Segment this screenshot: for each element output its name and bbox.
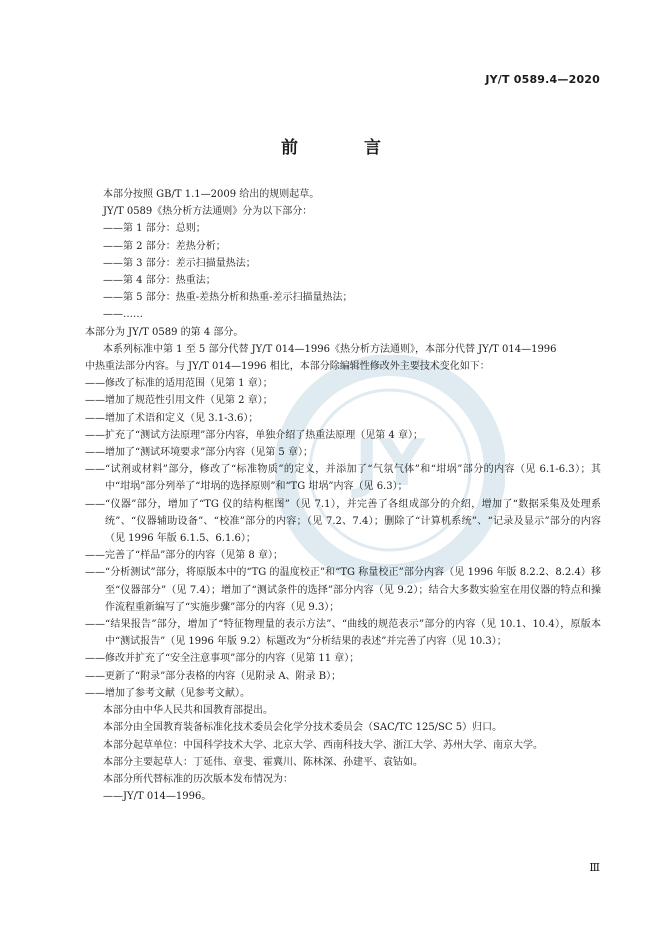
paragraph: JY/T 0589《热分析方法通则》分为以下部分：	[103, 206, 313, 218]
list-item: ——……	[103, 309, 143, 321]
change-item-text: “分析测试”部分，将原版本中的“TG 的温度校正”和“TG 称量校正”部分内容（见 1996 年版 8.2.2、8.2.4）移至“仪器部分”（见 7.4）；增加了“测试条件的选择”部分内容（见 9.2）；结合大多数实验室在用仪器的特点和操作流程重新编写了“实施步骤”部分的内容（见 9.3）；	[105, 567, 601, 613]
paragraph: 本部分起草单位：中国科学技术大学、北京大学、西南科技大学、浙江大学、苏州大学、南京大学。	[103, 739, 543, 751]
list-item: ——第 3 部分：差示扫描量热法；	[103, 257, 256, 269]
change-item-text: “试剂或材料”部分，修改了“标准物质”的定义，并添加了“气氛气体”和“坩埚”部分的内容（见 6.1-6.3）；其中“坩埚”部分列举了“坩埚的选择原则”和“TG 坩埚”内容（见 6.3）；	[105, 464, 601, 493]
page-number: Ⅲ	[589, 861, 600, 874]
change-item-dash: ——	[85, 567, 105, 579]
list-item: ——第 4 部分：热重法；	[103, 275, 216, 287]
paragraph: 本部分所代替标准的历次版本发布情况为：	[103, 773, 293, 785]
change-item-dash: ——	[85, 429, 105, 441]
change-item	[85, 564, 601, 616]
change-item	[85, 427, 601, 444]
change-item-text: 完善了“样品”部分的内容（见第 8 章）；	[105, 550, 283, 562]
change-item-text: 修改并扩充了“安全注意事项”部分的内容（见第 11 章）；	[105, 653, 360, 665]
change-item-dash: ——	[85, 464, 105, 476]
change-item-dash: ——	[85, 687, 105, 699]
change-item-text: 更新了“附录”部分表格的内容（见附录 A、附录 B）；	[105, 670, 342, 682]
change-item-dash: ——	[85, 498, 105, 510]
change-item-text: 增加了术语和定义（见 3.1-3.6）；	[105, 412, 259, 424]
changes-list	[85, 375, 601, 702]
paragraph: 本部分按照 GB/T 1.1—2009 给出的规则起草。	[103, 189, 320, 200]
paragraph: 本系列标准中第 1 至 5 部分代替 JY/T 014—1996《热分析方法通则》，本部分代替 JY/T 014—1996	[103, 343, 557, 355]
paragraph: 本部分由中华人民共和国教育部提出。	[103, 705, 273, 717]
change-item	[85, 668, 601, 685]
paragraph: 中热重法部分内容。与 JY/T 014—1996 相比，本部分除编辑性修改外主要技术变化如下：	[85, 361, 490, 373]
change-item-dash: ——	[85, 447, 105, 459]
list-item: ——第 1 部分：总则；	[103, 223, 206, 235]
change-item	[85, 461, 601, 495]
list-item: ——第 2 部分：差热分析；	[103, 240, 226, 252]
change-item	[85, 547, 601, 564]
change-item-dash: ——	[85, 619, 105, 631]
change-item-dash: ——	[85, 378, 105, 390]
change-item-dash: ——	[85, 395, 105, 407]
change-item	[85, 410, 601, 427]
change-item-dash: ——	[85, 653, 105, 665]
change-item-dash: ——	[85, 550, 105, 562]
change-item-text: 增加了规范性引用文件（见第 2 章）；	[105, 395, 273, 407]
change-item-text: 增加了参考文献（见参考文献）。	[105, 687, 250, 699]
change-item	[85, 392, 601, 409]
change-item-dash: ——	[85, 670, 105, 682]
change-item	[85, 650, 601, 667]
change-item	[85, 616, 601, 650]
standard-id: JY/T 0589.4—2020	[485, 73, 600, 86]
change-item-text: 扩充了“测试方法原理”部分内容，单独介绍了热重法原理（见第 4 章）；	[105, 429, 423, 441]
change-item-text: 增加了“测试环境要求”部分内容（见第 5 章）；	[105, 447, 313, 459]
change-item	[85, 375, 601, 392]
paragraph: ——JY/T 014—1996。	[103, 791, 212, 803]
change-item-text: “仪器”部分，增加了“TG 仪的结构框图”（见 7.1），并完善了各组成部分的介绍，增加了“数据采集及处理系统”、“仪器辅助设备”、“校准”部分的内容；（见 7.2、7.4）；删除了“计算机系统”、“记录及显示”部分的内容（见 1996 年版 6.1.5、6.1.6）；	[105, 498, 601, 545]
svg-text:JY: JY	[354, 427, 426, 501]
list-item: ——第 5 部分：热重-差热分析和热重-差示扫描量热法；	[103, 292, 353, 304]
change-item	[85, 444, 601, 461]
change-item-text: 修改了标准的适用范围（见第 1 章）；	[105, 378, 273, 390]
change-item	[85, 496, 601, 548]
paragraph: 本部分为 JY/T 0589 的第 4 部分。	[85, 326, 244, 338]
change-item	[85, 685, 601, 702]
change-item-text: “结果报告”部分，增加了“特征物理量的表示方法”、“曲线的规范表示”部分的内容（见 10.1、10.4），原版本中“测试报告”（见 1996 年版 9.2）标题改为“分析结果的表述”并完善了内容（见 10.3）；	[105, 619, 601, 648]
change-item-dash: ——	[85, 412, 105, 424]
paragraph: 本部分主要起草人：丁延伟、章斐、霍冀川、陈林深、孙建平、袁钴如。	[103, 756, 423, 768]
page-title: 前 言	[281, 138, 411, 158]
foreword-body	[85, 186, 601, 805]
paragraph: 本部分由全国教育装备标准化技术委员会化学分技术委员会（SAC/TC 125/SC 5）归口。	[103, 722, 503, 734]
